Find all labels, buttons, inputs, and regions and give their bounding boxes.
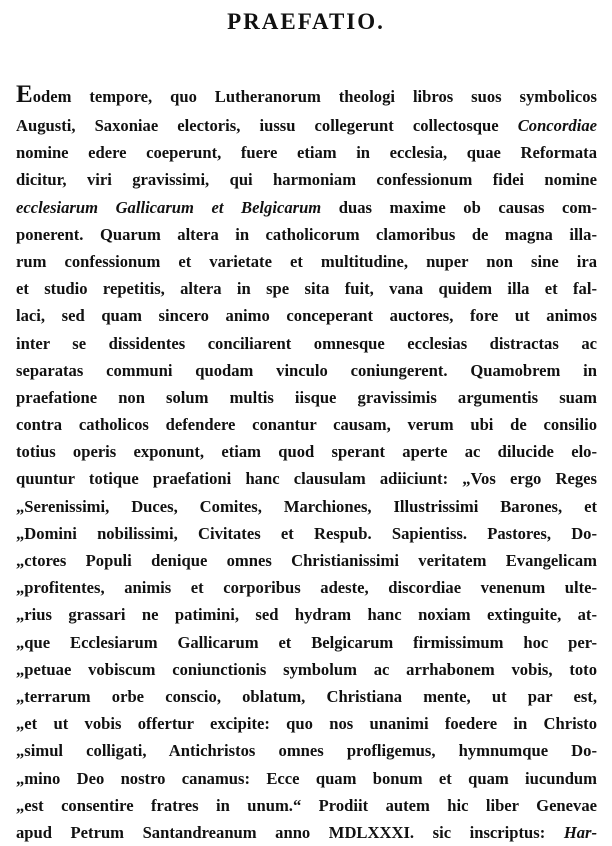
text-line: „que Ecclesiarum Gallicarum et Belgicarum firmissimum hoc per- — [16, 632, 597, 652]
body-text — [16, 78, 597, 846]
text-line: separatas communi quodam vinculo coniungerent. Quamobrem in — [16, 360, 597, 380]
text-line: et studio repetitis, altera in spe sita fuit, vana quidem illa et fal- — [16, 279, 597, 299]
text-line: praefatione non solum multis iisque gravissimis argumentis suam — [16, 387, 597, 407]
text-line: ecclesiarum Gallicarum et Belgicarum duas maxime ob causas com- — [16, 197, 597, 217]
text-line: „rius grassari ne patimini, sed hydram hanc noxiam extinguite, at- — [16, 605, 597, 625]
text-line: quuntur totique praefationi hanc clausulam adiiciunt: „Vos ergo Reges — [16, 469, 597, 489]
text-line: Augusti, Saxoniae electoris, iussu collegerunt collectosque Concordiae — [16, 116, 597, 135]
text-line: contra catholicos defendere conantur causam, verum ubi de consilio — [16, 415, 597, 435]
text-line: „ctores Populi denique omnes Christianissimi veritatem Evangelicam — [16, 551, 597, 570]
text-line: „mino Deo nostro canamus: Ecce quam bonum et quam iucundum — [16, 768, 597, 788]
drop-cap: E — [16, 81, 33, 108]
text-line: dicitur, viri gravissimi, qui harmoniam confessionum fidei nomine — [16, 170, 597, 190]
text-line: „simul colligati, Antichristos omnes profligemus, hymnumque Do- — [16, 741, 597, 761]
text-line: „Serenissimi, Duces, Comites, Marchiones, Illustrissimi Barones, et — [16, 496, 597, 516]
text-line: Eodem tempore, quo Lutheranorum theologi libros suos symbolicos — [16, 81, 597, 108]
text-line: nomine edere coeperunt, fuere etiam in ecclesia, quae Reformata — [16, 143, 597, 163]
text-line: „profitentes, animis et corporibus adeste, discordiae venenum ulte- — [16, 578, 597, 598]
page-title: PRAEFATIO. — [227, 9, 385, 34]
text-line: inter se dissidentes conciliarent omnesque ecclesias distractas ac — [16, 333, 597, 353]
text-line: „terrarum orbe conscio, oblatum, Christiana mente, ut par est, — [16, 686, 597, 706]
text-line: „est consentire fratres in unum.“ Prodiit autem hic liber Genevae — [16, 795, 597, 815]
text-line: „petuae vobiscum coniunctionis symbolum ac arrhabonem vobis, toto — [16, 659, 597, 679]
text-line: „Domini nobilissimi, Civitates et Respub. Sapientiss. Pastores, Do- — [16, 523, 597, 543]
text-line: totius operis exponunt, etiam quod sperant aperte ac dilucide elo- — [16, 442, 597, 462]
text-line: laci, sed quam sincero animo conceperant auctores, fore ut animos — [16, 306, 597, 326]
text-line: rum confessionum et varietate et multitudine, nuper non sine ira — [16, 251, 597, 271]
text-line: „et ut vobis offertur excipite: quo nos unanimi foedere in Christo — [16, 714, 597, 734]
text-line: apud Petrum Santandreanum anno MDLXXXI. sic inscriptus: Har- — [16, 822, 597, 842]
text-line: ponerent. Quarum altera in catholicorum clamoribus de magna illa- — [16, 224, 597, 244]
